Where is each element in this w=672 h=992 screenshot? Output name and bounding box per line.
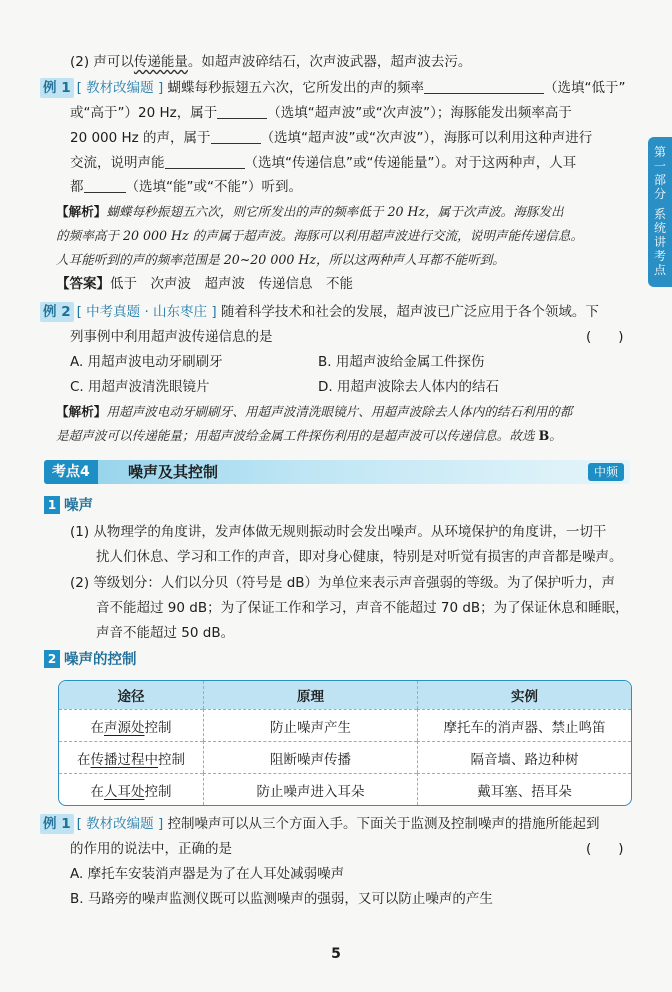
option-b[interactable]: B. 马路旁的噪声监测仪既可以监测噪声的强弱，又可以防止噪声的产生 <box>70 891 493 907</box>
subheading-number: 2 <box>44 650 60 668</box>
section-title: 噪声及其控制 <box>128 463 219 481</box>
fill-blank-4[interactable] <box>165 155 245 169</box>
subheading-number: 1 <box>44 496 60 514</box>
section-tag: 考点4 <box>44 460 98 484</box>
answer-paren[interactable]: ( ) <box>586 329 624 345</box>
header-principle: 原理 <box>203 681 417 709</box>
example-3-line-2: 的作用的说法中，正确的是 <box>70 841 232 857</box>
example-3-line-1: 例 1 [ 教材改编题 ] 控制噪声可以从三个方面入手。下面关于监测及控制噪声的措施所能起到 <box>40 814 600 834</box>
side-chapter-tab: 第 一 部 分 系 统 讲 考 点 <box>648 137 672 287</box>
noise-control-table <box>58 680 632 806</box>
example-1-analysis-1: 【解析】蝴蝶每秒振翅五六次，则它所发出的声的频率低于 20 Hz，属于次声波。海豚发出 <box>56 204 564 219</box>
example-2-analysis-1: 【解析】用超声波电动牙刷刷牙、用超声波清洗眼镜片、用超声波除去人体内的结石利用的都 <box>56 404 573 419</box>
para-1-line-1: (1) 从物理学的角度讲，发声体做无规则振动时会发出噪声。从环境保护的角度讲，一切干 <box>70 524 607 540</box>
example-1-analysis-3: 人耳能听到的声的频率范围是 20~20 000 Hz，所以这两种声人耳都不能听到。 <box>56 252 505 267</box>
table-header-row <box>59 681 631 709</box>
example-1-line-1: 例 1 [ 教材改编题 ] 蝴蝶每秒振翅五六次，它所发出的声的频率 （选填“低于” <box>40 78 626 98</box>
example-1-line-5: 都 （选填“能”或“不能”）听到。 <box>70 179 302 195</box>
table-cell: 防止噪声进入耳朵 <box>203 773 417 805</box>
subheading-noise: 1 噪声 <box>44 496 93 516</box>
emphasis-text: 传递能量 <box>133 54 188 70</box>
section-header <box>44 460 630 484</box>
option-c[interactable]: C. 用超声波清洗眼镜片 <box>70 379 210 395</box>
example-2-analysis-2: 是超声波可以传递能量；用超声波给金属工件探伤利用的是超声波可以传递信息。故选 B。 <box>56 428 562 443</box>
example-label: 例 2 <box>40 302 74 322</box>
example-2-line-1: 例 2 [ 中考真题 · 山东枣庄 ] 随着科学技术和社会的发展，超声波已广泛应用于各个领域。下 <box>40 302 599 322</box>
header-method: 途径 <box>59 681 203 709</box>
fill-blank-1[interactable] <box>424 80 544 94</box>
fill-blank-5[interactable] <box>84 179 126 193</box>
energy-line: (2) 声可以传递能量。如超声波碎结石，次声波武器，超声波去污。 <box>70 54 472 70</box>
table-cell: 防止噪声产生 <box>203 709 417 741</box>
table-cell: 摩托车的消声器、禁止鸣笛 <box>417 709 631 741</box>
option-d[interactable]: D. 用超声波除去人体内的结石 <box>318 379 499 395</box>
header-example: 实例 <box>417 681 631 709</box>
option-a[interactable]: A. 用超声波电动牙刷刷牙 <box>70 354 223 370</box>
example-source: [ 中考真题 · 山东枣庄 ] <box>76 304 217 320</box>
answer-paren[interactable]: ( ) <box>586 841 624 857</box>
table-cell: 在声源处控制 <box>59 709 203 741</box>
example-source: [ 教材改编题 ] <box>76 80 164 96</box>
subheading-noise-control: 2 噪声的控制 <box>44 650 137 670</box>
example-1-line-3: 20 000 Hz 的声，属于 （选填“超声波”或“次声波”），海豚可以利用这种声进行 <box>70 130 593 146</box>
table-row <box>59 709 631 741</box>
fill-blank-3[interactable] <box>211 130 261 144</box>
option-a[interactable]: A. 摩托车安装消声器是为了在人耳处减弱噪声 <box>70 866 345 882</box>
example-1-answer: 【答案】低于 次声波 超声波 传递信息 不能 <box>56 276 353 292</box>
example-1-line-4: 交流，说明声能 （选填“传递信息”或“传递能量”）。对于这两种声，人耳 <box>70 155 577 171</box>
para-2-line-3: 声音不能超过 50 dB。 <box>96 625 235 641</box>
para-2-line-1: (2) 等级划分：人们以分贝（符号是 dB）为单位来表示声音强弱的等级。为了保护听力，声 <box>70 575 616 591</box>
para-2-line-2: 音不能超过 90 dB；为了保证工作和学习，声音不能超过 70 dB；为了保证休息和睡眠， <box>96 600 629 616</box>
example-label: 例 1 <box>40 814 74 834</box>
table-cell: 在传播过程中控制 <box>59 741 203 773</box>
table-cell: 阻断噪声传播 <box>203 741 417 773</box>
page-number: 5 <box>331 946 341 962</box>
example-source: [ 教材改编题 ] <box>76 816 164 832</box>
example-1-analysis-2: 的频率高于 20 000 Hz 的声属于超声波。海豚可以利用超声波进行交流，说明声能传递信息。 <box>56 228 584 243</box>
example-2-line-2: 列事例中利用超声波传递信息的是 <box>70 329 273 345</box>
table-cell: 在人耳处控制 <box>59 773 203 805</box>
option-b[interactable]: B. 用超声波给金属工件探伤 <box>318 354 485 370</box>
example-label: 例 1 <box>40 78 74 98</box>
table-row <box>59 773 631 805</box>
fill-blank-2[interactable] <box>217 105 267 119</box>
table-cell: 戴耳塞、捂耳朵 <box>417 773 631 805</box>
example-1-line-2: 或“高于”）20 Hz，属于 （选填“超声波”或“次声波”）；海豚能发出频率高于 <box>70 105 572 121</box>
table-row <box>59 741 631 773</box>
table-cell: 隔音墙、路边种树 <box>417 741 631 773</box>
para-1-line-2: 扰人们休息、学习和工作的声音，即对身心健康，特别是对听觉有损害的声音都是噪声。 <box>96 549 623 565</box>
frequency-badge: 中频 <box>588 463 624 481</box>
